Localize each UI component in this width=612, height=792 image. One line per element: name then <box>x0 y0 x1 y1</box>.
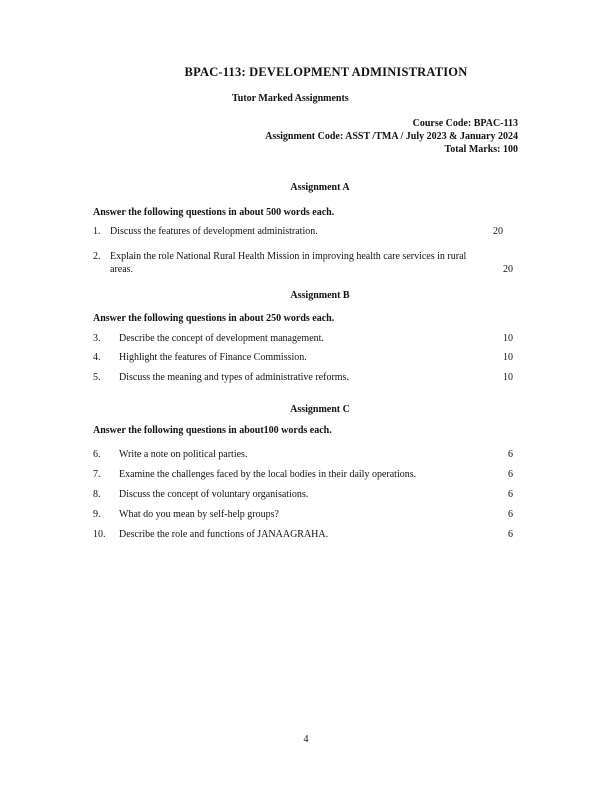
question-number: 2. <box>93 251 101 262</box>
question-marks: 6 <box>508 449 513 460</box>
question-number: 7. <box>93 469 101 480</box>
total-marks: Total Marks: 100 <box>444 144 518 155</box>
question-text: Highlight the features of Finance Commission. <box>119 352 307 363</box>
question-marks: 20 <box>503 264 513 275</box>
section-instruction-c: Answer the following questions in about100 words each. <box>93 425 332 436</box>
question-number: 4. <box>93 352 101 363</box>
question-marks: 6 <box>508 529 513 540</box>
question-number: 3. <box>93 333 101 344</box>
section-heading-c: Assignment C <box>290 404 350 415</box>
question-number: 9. <box>93 509 101 520</box>
question-number: 5. <box>93 372 101 383</box>
question-number: 6. <box>93 449 101 460</box>
page-number: 4 <box>303 734 309 745</box>
section-heading-b: Assignment B <box>290 290 350 301</box>
question-text: Explain the role National Rural Health Mission in improving health care services in rural areas. <box>110 251 467 275</box>
question-marks: 6 <box>508 489 513 500</box>
question-text: Describe the role and functions of JANAAGRAHA. <box>119 529 329 540</box>
question-number: 10. <box>93 529 106 540</box>
question-marks: 10 <box>503 352 513 363</box>
question-text: What do you mean by self-help groups? <box>119 509 279 520</box>
question-text: Discuss the concept of voluntary organisations. <box>119 489 309 500</box>
question-text: Discuss the features of development administration. <box>110 226 318 237</box>
assignment-meta <box>265 117 518 156</box>
section-instruction-a: Answer the following questions in about 500 words each. <box>93 207 335 218</box>
question-marks: 6 <box>508 509 513 520</box>
question-number: 1. <box>93 226 101 237</box>
section-heading-a: Assignment A <box>290 182 350 193</box>
course-code: Course Code: BPAC-113 <box>412 118 518 129</box>
question-text: Examine the challenges faced by the local bodies in their daily operations. <box>119 469 417 480</box>
question-text: Discuss the meaning and types of administrative reforms. <box>119 372 349 383</box>
assignment-code: Assignment Code: ASST /TMA / July 2023 & January 2024 <box>265 131 518 142</box>
question-number: 8. <box>93 489 101 500</box>
question-text: Describe the concept of development management. <box>119 333 324 344</box>
question-marks: 20 <box>493 226 503 237</box>
question-marks: 6 <box>508 469 513 480</box>
document-subtitle: Tutor Marked Assignments <box>232 93 349 104</box>
document-title: BPAC-113: DEVELOPMENT ADMINISTRATION <box>184 65 468 79</box>
question-marks: 10 <box>503 372 513 383</box>
question-marks: 10 <box>503 333 513 344</box>
section-instruction-b: Answer the following questions in about 250 words each. <box>93 313 335 324</box>
question-text: Write a note on political parties. <box>119 449 248 460</box>
